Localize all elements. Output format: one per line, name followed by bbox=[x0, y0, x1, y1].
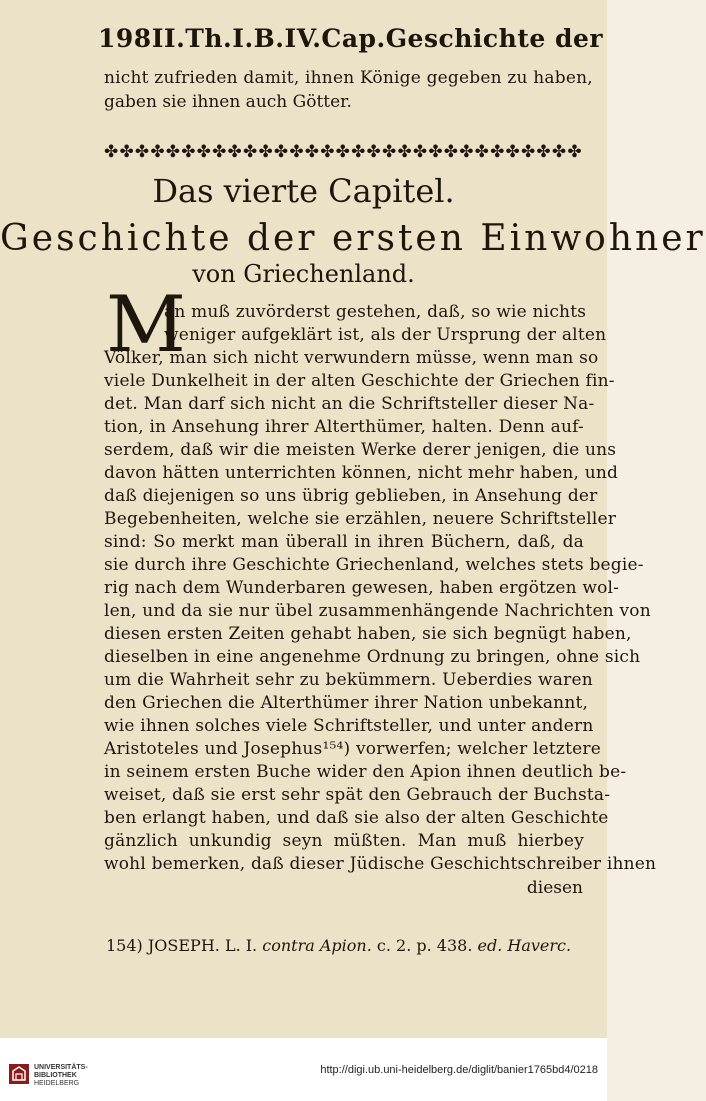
part-chapter: II.Th.I.B.IV.Cap. bbox=[151, 24, 386, 53]
page-number: 198 bbox=[98, 24, 152, 53]
library-name-line-1: UNIVERSITÄTS- bbox=[34, 1064, 88, 1071]
body-line: len, und da sie nur übel zusammenhängende Nachrichten von bbox=[104, 601, 651, 621]
footnote-text-a: JOSEPH. L. I. bbox=[147, 936, 258, 955]
body-line: an muß zuvörderst gestehen, daß, so wie nichts bbox=[164, 302, 587, 322]
carryover-line-2: gaben sie ihnen auch Götter. bbox=[104, 92, 352, 112]
body-line: dieselben in eine angenehme Ordnung zu bringen, ohne sich bbox=[104, 647, 641, 667]
body-line: tion, in Ansehung ihrer Alterthümer, halten. Denn auf- bbox=[104, 417, 584, 437]
body-line: weniger aufgeklärt ist, als der Ursprung der alten bbox=[164, 325, 607, 345]
body-line: diesen ersten Zeiten gehabt haben, sie sich begnügt haben, bbox=[104, 624, 632, 644]
body-line: rig nach dem Wunderbaren gewesen, haben ergötzen wol- bbox=[104, 578, 620, 598]
body-line: Begebenheiten, welche sie erzählen, neuere Schriftsteller bbox=[104, 509, 617, 529]
body-line: Völker, man sich nicht verwundern müsse, wenn man so bbox=[104, 348, 599, 368]
body-line: gänzlich unkundig seyn müßten. Man muß hierbey bbox=[104, 831, 584, 851]
body-line: viele Dunkelheit in der alten Geschichte der Griechen fin- bbox=[104, 371, 615, 391]
footnote-text-italic: contra Apion. bbox=[262, 936, 372, 955]
body-line: wohl bemerken, daß dieser Jüdische Geschichtschreiber ihnen bbox=[104, 854, 657, 874]
catchword: diesen bbox=[526, 878, 583, 898]
body-line: um die Wahrheit sehr zu bekümmern. Ueberdies waren bbox=[104, 670, 593, 690]
footnote-text-b: c. 2. p. 438. bbox=[376, 936, 473, 955]
footnote-text-italic-2: ed. Haverc. bbox=[477, 936, 572, 955]
chapter-subtitle: Geschichte der ersten Einwohner bbox=[0, 218, 706, 259]
body-line: det. Man darf sich nicht an die Schriftsteller dieser Na- bbox=[104, 394, 595, 414]
library-name-line-3: HEIDELBERG bbox=[34, 1080, 80, 1087]
body-line: sind: So merkt man überall in ihren Büchern, daß, da bbox=[104, 532, 584, 552]
body-line: Aristoteles und Josephus¹⁵⁴) vorwerfen; welcher letztere bbox=[104, 739, 601, 759]
body-line: davon hätten unterrichten können, nicht mehr haben, und bbox=[104, 463, 619, 483]
body-line: wie ihnen solches viele Schriftsteller, und unter andern bbox=[104, 716, 594, 736]
source-url-link[interactable]: http://digi.ub.uni-heidelberg.de/diglit/banier1765bd4/0218 bbox=[320, 1064, 598, 1076]
library-seal-icon bbox=[8, 1063, 30, 1085]
body-line: weiset, daß sie erst sehr spät den Gebrauch der Buchsta- bbox=[104, 785, 611, 805]
footnote bbox=[106, 936, 571, 955]
body-line: sie durch ihre Geschichte Griechenland, welches stets begie- bbox=[104, 555, 644, 575]
running-header bbox=[98, 24, 604, 53]
chapter-title: Das vierte Capitel. bbox=[152, 172, 455, 210]
chapter-subtitle-2: von Griechenland. bbox=[192, 260, 415, 288]
body-line: den Griechen die Alterthümer ihrer Nation unbekannt, bbox=[104, 693, 589, 713]
body-line: ben erlangt haben, und daß sie also der alten Geschichte bbox=[104, 808, 609, 828]
body-line: in seinem ersten Buche wider den Apion ihnen deutlich be- bbox=[104, 762, 627, 782]
running-title: Geschichte der bbox=[385, 24, 604, 53]
carryover-line-1: nicht zufrieden damit, ihnen Könige gegeben zu haben, bbox=[104, 68, 593, 88]
library-name-line-2: BIBLIOTHEK bbox=[34, 1072, 77, 1079]
ornament-rule: ✤✤✤✤✤✤✤✤✤✤✤✤✤✤✤✤✤✤✤✤✤✤✤✤✤✤✤✤✤✤✤ bbox=[104, 142, 583, 162]
body-line: daß diejenigen so uns übrig geblieben, in Ansehung der bbox=[104, 486, 598, 506]
body-line: serdem, daß wir die meisten Werke derer jenigen, die uns bbox=[104, 440, 617, 460]
footnote-marker: 154) bbox=[106, 936, 143, 955]
drop-cap: M bbox=[106, 280, 186, 370]
